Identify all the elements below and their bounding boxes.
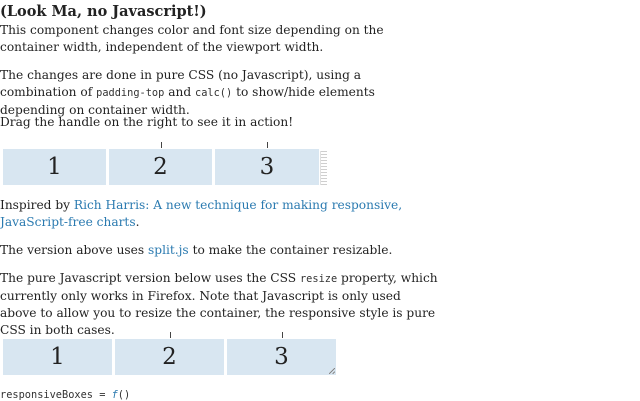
- pure-js-text-after: property, which currently only works in Firefox. Note that Javascript is only used above to allow you to resize the container, the responsive style is pure CSS in both cases.: [0, 271, 438, 337]
- box-2-tick: [170, 332, 171, 338]
- box-3: [227, 339, 336, 375]
- box-3-label: 3: [274, 344, 289, 370]
- code-calc: calc(): [195, 87, 233, 99]
- box-2-tick: [161, 142, 162, 148]
- changes-text-after: to show/hide elements depending on container width.: [0, 85, 375, 117]
- split-drag-handle[interactable]: [320, 151, 327, 185]
- changes-paragraph: [0, 67, 440, 119]
- box-2-label: 2: [153, 154, 168, 180]
- box-3-tick: [282, 332, 283, 338]
- version-text-after: to make the container resizable.: [188, 243, 393, 257]
- split-demo: [3, 149, 327, 185]
- page-title: (Look Ma, no Javascript!): [0, 3, 207, 20]
- box-3-tick: [267, 142, 268, 148]
- inspired-text-before: Inspired by: [0, 198, 74, 212]
- box-3: [215, 149, 319, 185]
- changes-text-before: The changes are done in pure CSS (no Javascript), using a combination of: [0, 68, 362, 99]
- box-1: [3, 149, 106, 185]
- box-1-label: 1: [50, 344, 65, 370]
- code-parens: (): [117, 389, 131, 401]
- splitjs-link[interactable]: split.js: [148, 243, 189, 257]
- pure-js-paragraph: [0, 270, 440, 339]
- box-1-label: 1: [47, 154, 62, 180]
- rich-harris-link[interactable]: Rich Harris: A new technique for making responsive, JavaScript-free charts: [0, 198, 403, 229]
- version-text-before: The version above uses: [0, 243, 149, 257]
- inspired-text-after: .: [135, 215, 140, 229]
- code-function: f: [111, 389, 118, 401]
- code-padding-top: padding-top: [96, 87, 165, 99]
- pure-js-text-before: The pure Javascript version below uses the CSS: [0, 271, 300, 285]
- code-cell: [0, 389, 130, 401]
- intro-paragraph: This component changes color and font size depending on the container width, independent of the viewport width.: [0, 23, 384, 54]
- box-2: [115, 339, 224, 375]
- code-resize: resize: [299, 273, 338, 285]
- code-variable: responsiveBoxes =: [0, 389, 112, 401]
- box-2: [109, 149, 212, 185]
- box-3-label: 3: [259, 154, 275, 180]
- resize-demo: [3, 339, 336, 375]
- version-paragraph: [0, 242, 440, 259]
- inspired-paragraph: [0, 197, 440, 231]
- resize-grip-icon[interactable]: [329, 368, 335, 374]
- box-1: [3, 339, 112, 375]
- changes-text-middle: and: [164, 85, 195, 99]
- drag-hint: Drag the handle on the right to see it in action!: [0, 115, 294, 129]
- box-2-label: 2: [162, 344, 177, 370]
